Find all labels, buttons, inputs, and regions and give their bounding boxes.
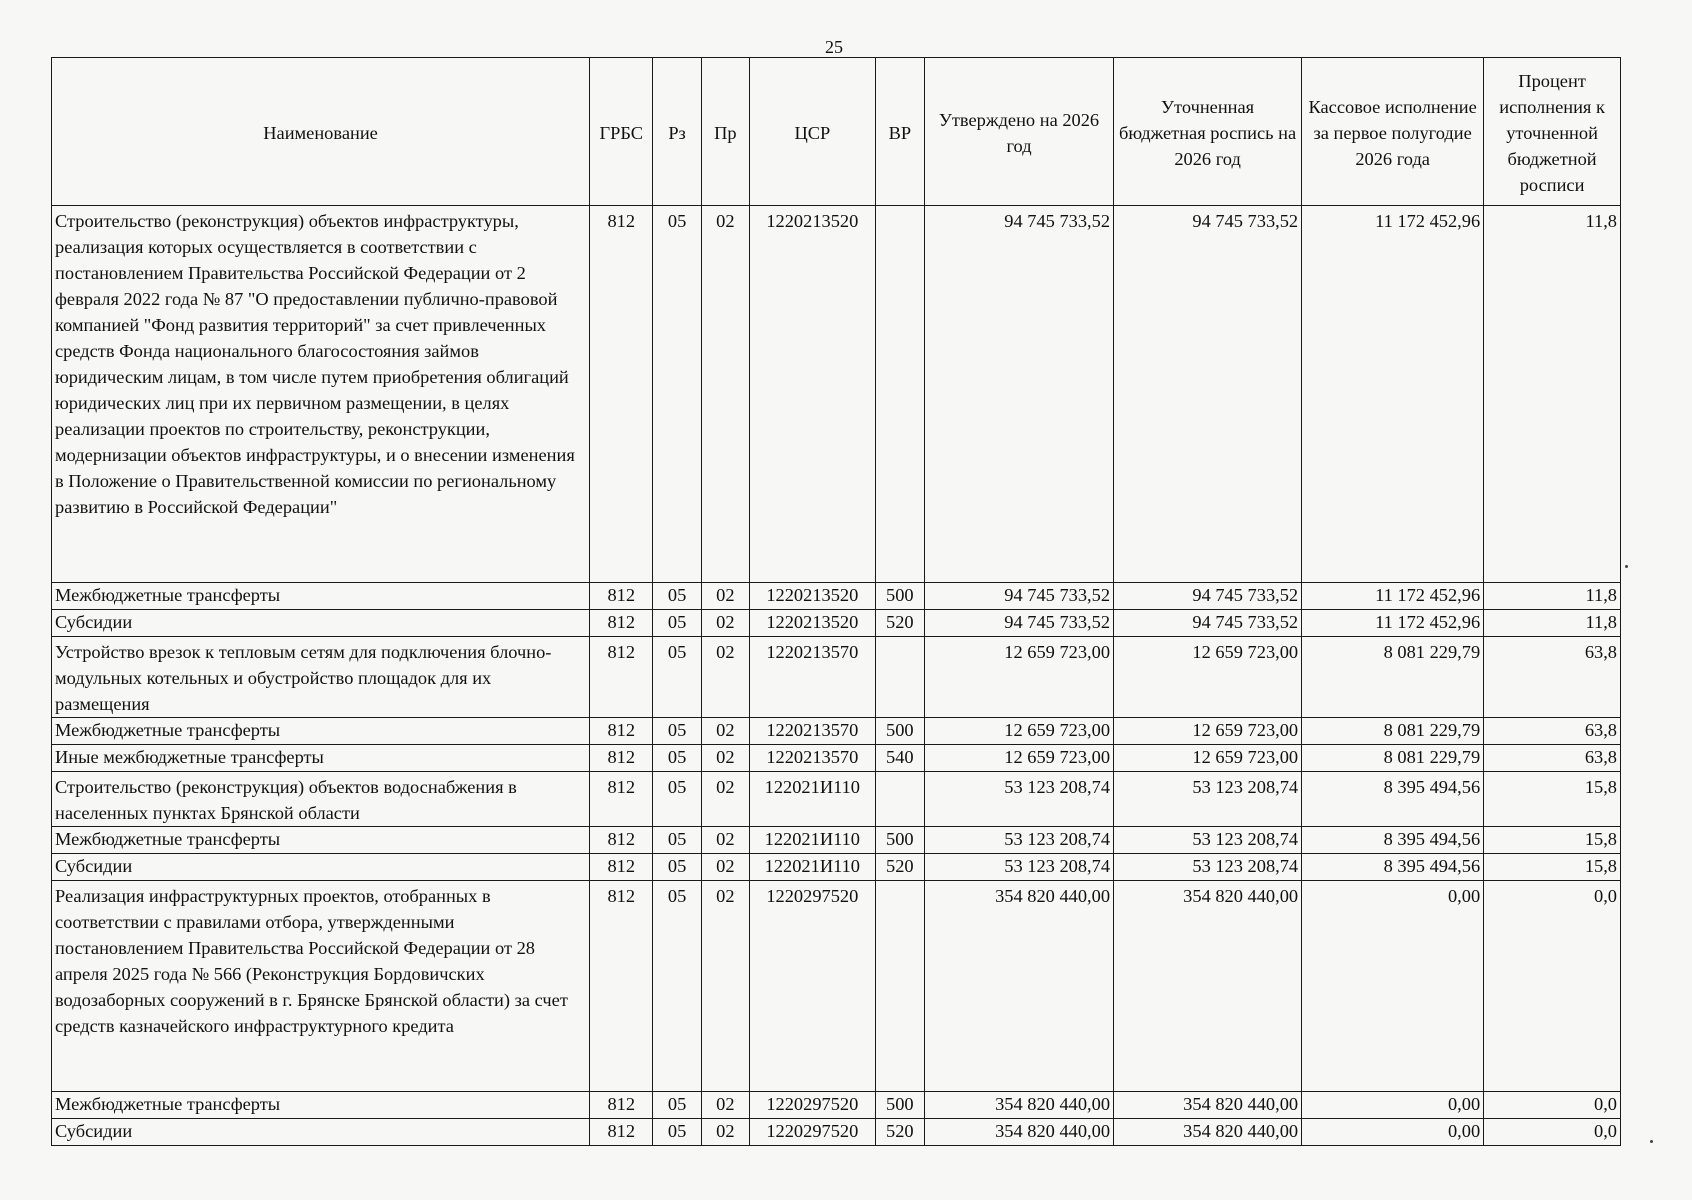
cell-rz: 05 — [653, 772, 701, 827]
cell-refined: 53 123 208,74 — [1114, 827, 1302, 854]
cell-approved: 354 820 440,00 — [924, 1119, 1113, 1146]
cell-rz: 05 — [653, 1092, 701, 1119]
cell-percent: 11,8 — [1484, 206, 1621, 583]
cell-grbs: 812 — [590, 772, 653, 827]
cell-grbs: 812 — [590, 827, 653, 854]
cell-cash: 11 172 452,96 — [1302, 610, 1484, 637]
cell-cash: 8 395 494,56 — [1302, 854, 1484, 881]
header-approved: Утверждено на 2026 год — [924, 58, 1113, 206]
cell-rz: 05 — [653, 1119, 701, 1146]
cell-approved: 94 745 733,52 — [924, 206, 1113, 583]
cell-pr: 02 — [701, 637, 749, 718]
cell-pr: 02 — [701, 1119, 749, 1146]
cell-grbs: 812 — [590, 718, 653, 745]
cell-grbs: 812 — [590, 881, 653, 1092]
cell-refined: 94 745 733,52 — [1114, 610, 1302, 637]
cell-cash: 8 081 229,79 — [1302, 718, 1484, 745]
scan-speck — [1625, 565, 1628, 568]
cell-cash: 11 172 452,96 — [1302, 206, 1484, 583]
table-row — [52, 1092, 1621, 1119]
cell-csr: 122021И110 — [749, 827, 875, 854]
cell-csr: 1220297520 — [749, 1092, 875, 1119]
cell-csr: 122021И110 — [749, 772, 875, 827]
cell-name: Субсидии — [52, 1119, 590, 1146]
cell-name: Иные межбюджетные трансферты — [52, 745, 590, 772]
cell-vr — [875, 881, 924, 1092]
cell-rz: 05 — [653, 827, 701, 854]
header-pr: Пр — [701, 58, 749, 206]
table-header-row — [52, 58, 1621, 206]
cell-percent: 15,8 — [1484, 827, 1621, 854]
table-row — [52, 827, 1621, 854]
cell-csr: 1220213520 — [749, 610, 875, 637]
cell-csr: 1220213570 — [749, 745, 875, 772]
cell-refined: 12 659 723,00 — [1114, 745, 1302, 772]
cell-percent: 0,0 — [1484, 881, 1621, 1092]
cell-csr: 1220213570 — [749, 637, 875, 718]
cell-approved: 12 659 723,00 — [924, 637, 1113, 718]
cell-csr: 1220213570 — [749, 718, 875, 745]
table-row — [52, 637, 1621, 718]
cell-approved: 94 745 733,52 — [924, 610, 1113, 637]
cell-csr: 1220213520 — [749, 206, 875, 583]
cell-grbs: 812 — [590, 637, 653, 718]
cell-approved: 94 745 733,52 — [924, 583, 1113, 610]
header-grbs: ГРБС — [590, 58, 653, 206]
cell-pr: 02 — [701, 827, 749, 854]
header-refined: Уточненная бюджетная роспись на 2026 год — [1114, 58, 1302, 206]
cell-csr: 1220213520 — [749, 583, 875, 610]
cell-rz: 05 — [653, 718, 701, 745]
cell-approved: 354 820 440,00 — [924, 881, 1113, 1092]
cell-approved: 53 123 208,74 — [924, 854, 1113, 881]
cell-rz: 05 — [653, 610, 701, 637]
cell-grbs: 812 — [590, 206, 653, 583]
scan-speck — [1650, 1140, 1653, 1143]
cell-rz: 05 — [653, 745, 701, 772]
table-row — [52, 854, 1621, 881]
table-row — [52, 745, 1621, 772]
cell-vr — [875, 772, 924, 827]
cell-pr: 02 — [701, 881, 749, 1092]
cell-name: Межбюджетные трансферты — [52, 718, 590, 745]
cell-refined: 354 820 440,00 — [1114, 881, 1302, 1092]
cell-name: Субсидии — [52, 610, 590, 637]
header-cash: Кассовое исполнение за первое полугодие 2026 года — [1302, 58, 1484, 206]
cell-name: Реализация инфраструктурных проектов, отобранных в соответствии с правилами отбора, утвержденными постановлением Правительства Российской Федерации от 28 апреля 2025 года № 566 (Реконструкция Бордовичских водозаборных сооружений в г. Брянске Брянской области) за счет средств казначейского инфраструктурного кредита — [52, 881, 590, 1092]
cell-vr: 520 — [875, 610, 924, 637]
cell-refined: 12 659 723,00 — [1114, 637, 1302, 718]
cell-cash: 11 172 452,96 — [1302, 583, 1484, 610]
cell-percent: 0,0 — [1484, 1119, 1621, 1146]
cell-name: Межбюджетные трансферты — [52, 583, 590, 610]
cell-cash: 8 395 494,56 — [1302, 772, 1484, 827]
table-row — [52, 583, 1621, 610]
cell-pr: 02 — [701, 610, 749, 637]
cell-vr: 500 — [875, 1092, 924, 1119]
cell-rz: 05 — [653, 206, 701, 583]
page-number: 25 — [825, 37, 843, 57]
cell-percent: 63,8 — [1484, 718, 1621, 745]
cell-vr: 500 — [875, 583, 924, 610]
cell-pr: 02 — [701, 1092, 749, 1119]
budget-execution-table — [51, 57, 1621, 1146]
cell-refined: 354 820 440,00 — [1114, 1119, 1302, 1146]
cell-percent: 63,8 — [1484, 637, 1621, 718]
cell-csr: 122021И110 — [749, 854, 875, 881]
cell-refined: 354 820 440,00 — [1114, 1092, 1302, 1119]
cell-refined: 12 659 723,00 — [1114, 718, 1302, 745]
cell-percent: 15,8 — [1484, 772, 1621, 827]
cell-vr: 500 — [875, 718, 924, 745]
cell-vr: 520 — [875, 1119, 924, 1146]
cell-percent: 0,0 — [1484, 1092, 1621, 1119]
cell-approved: 53 123 208,74 — [924, 827, 1113, 854]
cell-csr: 1220297520 — [749, 881, 875, 1092]
cell-pr: 02 — [701, 583, 749, 610]
cell-refined: 53 123 208,74 — [1114, 772, 1302, 827]
cell-approved: 12 659 723,00 — [924, 745, 1113, 772]
cell-cash: 0,00 — [1302, 1119, 1484, 1146]
cell-percent: 11,8 — [1484, 610, 1621, 637]
cell-name: Строительство (реконструкция) объектов инфраструктуры, реализация которых осуществляется в соответствии с постановлением Правительства Российской Федерации от 2 февраля 2022 года № 87 "О предоставлении публично-правовой компанией "Фонд развития территорий" за счет привлеченных средств Фонда национального благосостояния займов юридическим лицам, в том числе путем приобретения облигаций юридических лиц при их первичном размещении, в целях реализации проектов по строительству, реконструкции, модернизации объектов инфраструктуры, и о внесении изменения в Положение о Правительственной комиссии по региональному развитию в Российской Федерации" — [52, 206, 590, 583]
header-percent: Процент исполнения к уточненной бюджетной росписи — [1484, 58, 1621, 206]
cell-rz: 05 — [653, 854, 701, 881]
cell-cash: 0,00 — [1302, 881, 1484, 1092]
cell-pr: 02 — [701, 772, 749, 827]
cell-grbs: 812 — [590, 610, 653, 637]
cell-name: Субсидии — [52, 854, 590, 881]
cell-rz: 05 — [653, 637, 701, 718]
header-csr: ЦСР — [749, 58, 875, 206]
table-row — [52, 610, 1621, 637]
cell-vr: 500 — [875, 827, 924, 854]
cell-pr: 02 — [701, 206, 749, 583]
cell-refined: 94 745 733,52 — [1114, 206, 1302, 583]
header-rz: Рз — [653, 58, 701, 206]
cell-name: Межбюджетные трансферты — [52, 1092, 590, 1119]
cell-vr — [875, 637, 924, 718]
cell-name: Строительство (реконструкция) объектов водоснабжения в населенных пунктах Брянской области — [52, 772, 590, 827]
cell-vr: 520 — [875, 854, 924, 881]
cell-grbs: 812 — [590, 583, 653, 610]
cell-grbs: 812 — [590, 854, 653, 881]
cell-refined: 53 123 208,74 — [1114, 854, 1302, 881]
cell-cash: 8 081 229,79 — [1302, 637, 1484, 718]
cell-vr — [875, 206, 924, 583]
cell-cash: 8 081 229,79 — [1302, 745, 1484, 772]
cell-grbs: 812 — [590, 745, 653, 772]
cell-percent: 15,8 — [1484, 854, 1621, 881]
cell-grbs: 812 — [590, 1119, 653, 1146]
cell-cash: 0,00 — [1302, 1092, 1484, 1119]
cell-percent: 63,8 — [1484, 745, 1621, 772]
cell-approved: 354 820 440,00 — [924, 1092, 1113, 1119]
cell-name: Межбюджетные трансферты — [52, 827, 590, 854]
header-name: Наименование — [52, 58, 590, 206]
cell-pr: 02 — [701, 745, 749, 772]
table-row — [52, 772, 1621, 827]
cell-approved: 12 659 723,00 — [924, 718, 1113, 745]
header-vr: ВР — [875, 58, 924, 206]
table-row — [52, 718, 1621, 745]
cell-csr: 1220297520 — [749, 1119, 875, 1146]
cell-vr: 540 — [875, 745, 924, 772]
cell-cash: 8 395 494,56 — [1302, 827, 1484, 854]
cell-rz: 05 — [653, 881, 701, 1092]
cell-percent: 11,8 — [1484, 583, 1621, 610]
cell-approved: 53 123 208,74 — [924, 772, 1113, 827]
table-row — [52, 1119, 1621, 1146]
table-row — [52, 881, 1621, 1092]
table-row — [52, 206, 1621, 583]
cell-refined: 94 745 733,52 — [1114, 583, 1302, 610]
cell-pr: 02 — [701, 854, 749, 881]
cell-name: Устройство врезок к тепловым сетям для подключения блочно-модульных котельных и обустройство площадок для их размещения — [52, 637, 590, 718]
cell-rz: 05 — [653, 583, 701, 610]
cell-grbs: 812 — [590, 1092, 653, 1119]
cell-pr: 02 — [701, 718, 749, 745]
